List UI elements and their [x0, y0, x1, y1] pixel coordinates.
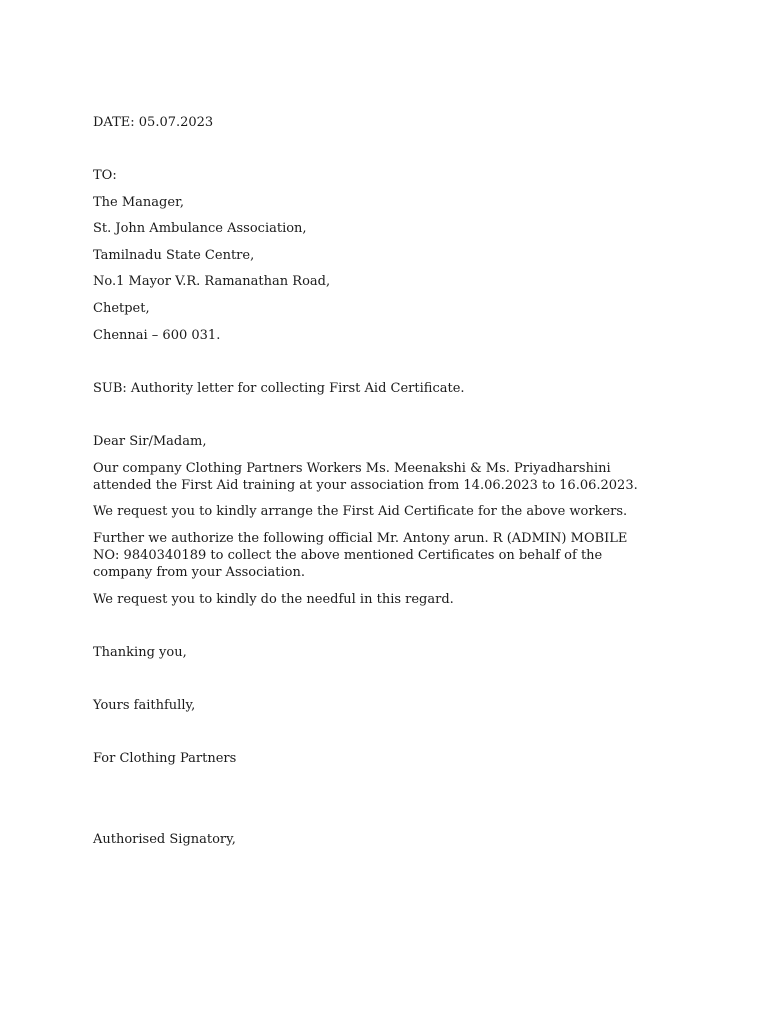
closing-regards: Yours faithfully,	[93, 698, 196, 713]
body-line: Our company Clothing Partners Workers Ms. Meenakshi & Ms. Priyadharshini	[93, 461, 611, 476]
recipient-title: The Manager,	[93, 195, 184, 210]
body-paragraph-training	[93, 460, 683, 494]
body-paragraph-needful: We request you to kindly do the needful in this regard.	[93, 592, 454, 607]
letter-date: DATE: 05.07.2023	[93, 115, 214, 130]
body-line: attended the First Aid training at your association from 14.06.2023 to 16.06.2023.	[93, 478, 638, 493]
authorised-signatory: Authorised Signatory,	[93, 832, 236, 847]
recipient-city: Chennai – 600 031.	[93, 328, 221, 343]
recipient-label: TO:	[93, 168, 117, 183]
recipient-centre: Tamilnadu State Centre,	[93, 248, 255, 263]
salutation: Dear Sir/Madam,	[93, 434, 207, 449]
body-line: NO: 9840340189 to collect the above mentioned Certificates on behalf of the	[93, 548, 603, 563]
body-paragraph-request: We request you to kindly arrange the First Aid Certificate for the above workers.	[93, 504, 628, 519]
body-line: company from your Association.	[93, 565, 306, 580]
closing-company: For Clothing Partners	[93, 751, 237, 766]
recipient-locality: Chetpet,	[93, 301, 150, 316]
body-line: Further we authorize the following official Mr. Antony arun. R (ADMIN) MOBILE	[93, 531, 628, 546]
closing-thanks: Thanking you,	[93, 645, 187, 660]
body-paragraph-authorization	[93, 530, 683, 581]
recipient-organization: St. John Ambulance Association,	[93, 221, 307, 236]
letter-subject: SUB: Authority letter for collecting First Aid Certificate.	[93, 381, 465, 396]
recipient-street: No.1 Mayor V.R. Ramanathan Road,	[93, 274, 331, 289]
